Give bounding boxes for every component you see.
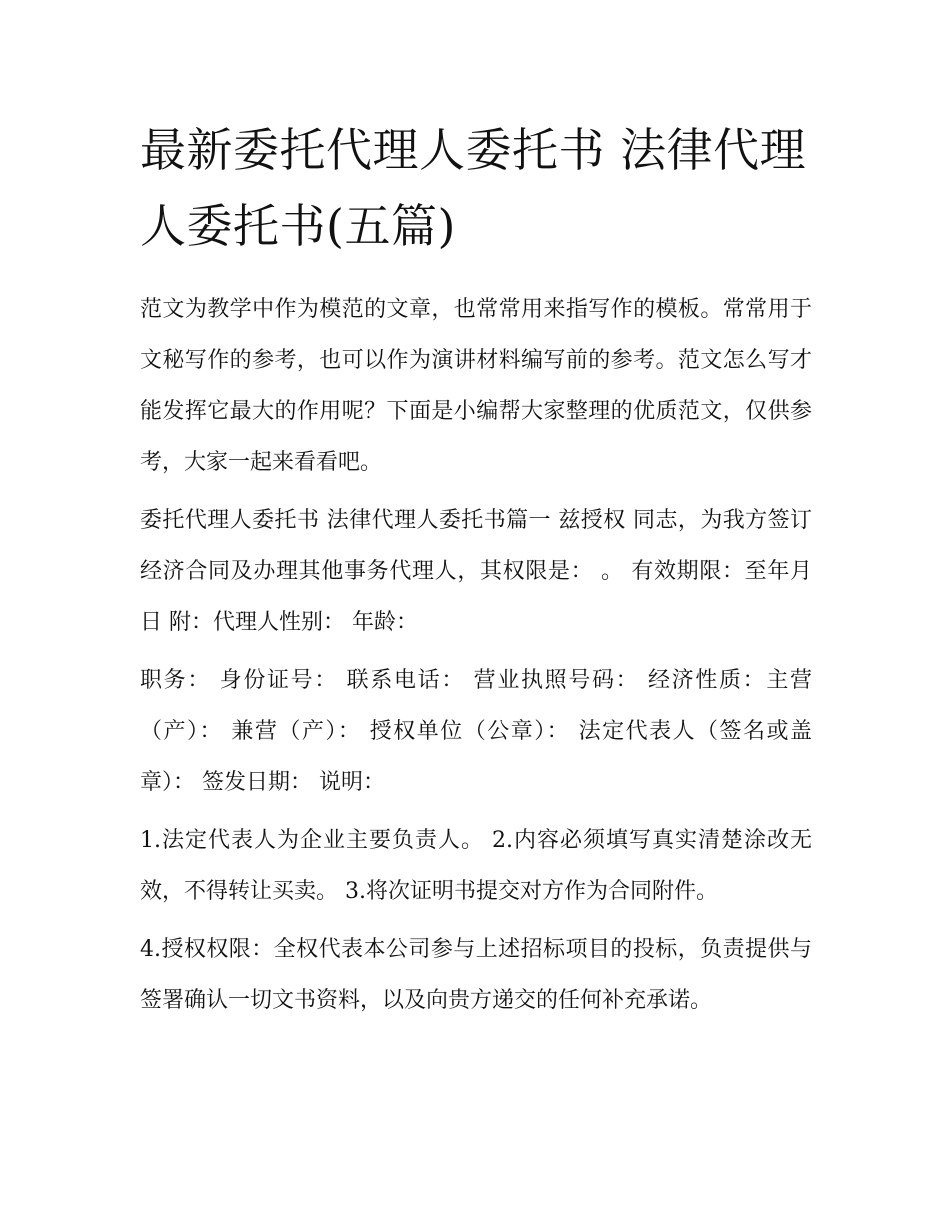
authority-scope-paragraph: 4.授权权限：全权代表本公司参与上述招标项目的投标，负责提供与签署确认一切文书资料，以及向贵方递交的任何补充承诺。 xyxy=(140,937,812,1013)
document-page xyxy=(140,112,812,1026)
document-title: 最新委托代理人委托书 法律代理人委托书(五篇) xyxy=(140,123,807,253)
intro-paragraph: 范文为教学中作为模范的文章，也常常用来指写作的模板。常常用于文秘写作的参考，也可以作为演讲材料编写前的参考。范文怎么写才能发挥它最大的作用呢？下面是小编帮大家整理的优质范文，仅供参考，大家一起来看看吧。 xyxy=(140,297,812,475)
details-paragraph: 职务： 身份证号： 联系电话： 营业执照号码： 经济性质：主营（产）： 兼营（产）： 授权单位（公章）： 法定代表人（签名或盖章）： 签发日期： 说明： xyxy=(140,668,812,795)
authorization-paragraph: 委托代理人委托书 法律代理人委托书篇一 兹授权 同志，为我方签订经济合同及办理其他事务代理人，其权限是： 。 有效期限：至年月日 附：代理人性别： 年龄： xyxy=(140,508,812,635)
notes-paragraph: 1.法定代表人为企业主要负责人。 2.内容必须填写真实清楚涂改无效，不得转让买卖。 3.将次证明书提交对方作为合同附件。 xyxy=(140,828,812,904)
